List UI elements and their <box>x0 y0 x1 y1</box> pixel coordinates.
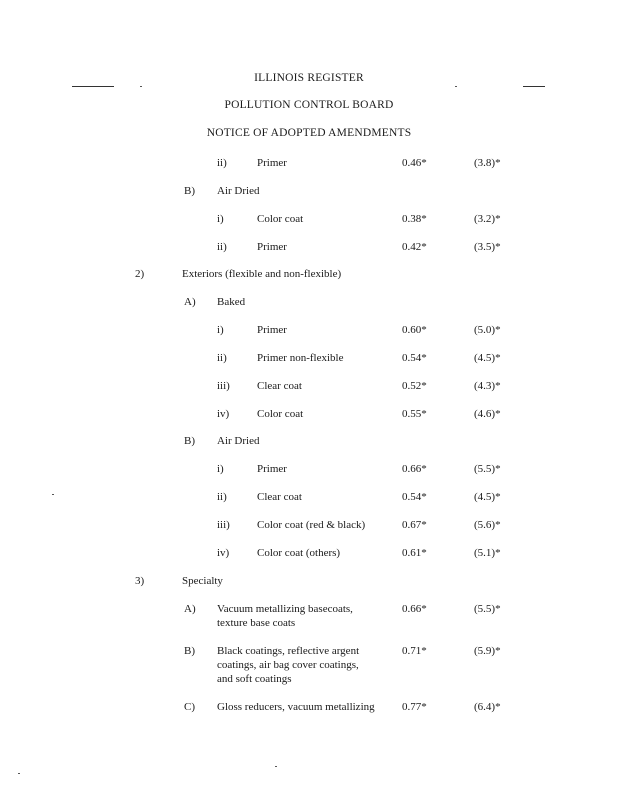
item-roman: i) <box>217 324 224 336</box>
item-label: Air Dried <box>217 435 260 447</box>
item-limit-lb: (4.3)* <box>474 380 501 392</box>
item-letter: B) <box>184 435 195 447</box>
item-roman: ii) <box>217 491 227 503</box>
header-rule-right <box>523 86 545 87</box>
scan-speck <box>18 773 20 774</box>
item-limit-kg: 0.52* <box>402 380 427 392</box>
item-roman: iii) <box>217 380 230 392</box>
item-limit-kg: 0.38* <box>402 213 427 225</box>
item-label: Color coat (others) <box>257 547 341 559</box>
scan-speck <box>52 494 54 495</box>
item-limit-kg: 0.54* <box>402 352 427 364</box>
scan-speck <box>275 766 277 767</box>
board-title: POLLUTION CONTROL BOARD <box>224 99 394 111</box>
item-limit-kg: 0.71* <box>402 645 427 657</box>
item-roman: iv) <box>217 408 230 420</box>
item-label: Clear coat <box>257 491 302 503</box>
item-limit-lb: (5.1)* <box>474 547 501 559</box>
scan-speck <box>140 86 142 87</box>
item-letter: B) <box>184 645 195 657</box>
item-label: Primer <box>257 157 287 169</box>
item-roman: iv) <box>217 547 230 559</box>
item-label: Exteriors (flexible and non-flexible) <box>182 268 342 280</box>
item-limit-kg: 0.66* <box>402 603 427 615</box>
item-limit-lb: (3.2)* <box>474 213 501 225</box>
scan-speck <box>455 86 457 87</box>
item-label: Color coat <box>257 408 304 420</box>
item-limit-lb: (4.5)* <box>474 491 501 503</box>
item-limit-lb: (3.8)* <box>474 157 501 169</box>
item-label: Primer <box>257 324 287 336</box>
item-label: Primer <box>257 241 287 253</box>
item-label: Baked <box>217 296 246 308</box>
header-rule-left <box>72 86 114 87</box>
item-roman: ii) <box>217 157 227 169</box>
item-limit-lb: (6.4)* <box>474 701 501 713</box>
item-label: Clear coat <box>257 380 302 392</box>
item-letter: C) <box>184 701 195 713</box>
item-limit-kg: 0.67* <box>402 519 427 531</box>
item-limit-lb: (5.9)* <box>474 645 501 657</box>
item-label: Vacuum metallizing basecoats, texture base coats <box>217 603 353 629</box>
item-limit-lb: (5.5)* <box>474 603 501 615</box>
item-label: Gloss reducers, vacuum metallizing <box>217 701 375 713</box>
item-limit-kg: 0.60* <box>402 324 427 336</box>
item-label: Air Dried <box>217 185 260 197</box>
item-limit-lb: (4.5)* <box>474 352 501 364</box>
item-number: 2) <box>135 268 145 280</box>
item-limit-kg: 0.55* <box>402 408 427 420</box>
item-limit-lb: (5.6)* <box>474 519 501 531</box>
item-number: 3) <box>135 575 145 587</box>
item-roman: ii) <box>217 352 227 364</box>
item-label: Color coat <box>257 213 304 225</box>
item-limit-kg: 0.42* <box>402 241 427 253</box>
item-limit-lb: (4.6)* <box>474 408 501 420</box>
item-label: Primer <box>257 463 287 475</box>
item-letter: A) <box>184 296 196 308</box>
item-limit-kg: 0.54* <box>402 491 427 503</box>
item-roman: i) <box>217 213 224 225</box>
item-letter: B) <box>184 185 195 197</box>
item-roman: i) <box>217 463 224 475</box>
register-title: ILLINOIS REGISTER <box>254 72 364 84</box>
item-roman: ii) <box>217 241 227 253</box>
item-limit-lb: (5.5)* <box>474 463 501 475</box>
item-limit-lb: (3.5)* <box>474 241 501 253</box>
notice-title: NOTICE OF ADOPTED AMENDMENTS <box>206 127 412 139</box>
item-label: Black coatings, reflective argent coatings, air bag cover coatings, and soft coatings <box>217 645 360 685</box>
item-limit-kg: 0.61* <box>402 547 427 559</box>
item-limit-kg: 0.77* <box>402 701 427 713</box>
item-limit-kg: 0.66* <box>402 463 427 475</box>
item-limit-kg: 0.46* <box>402 157 427 169</box>
item-label: Specialty <box>182 575 223 587</box>
item-roman: iii) <box>217 519 230 531</box>
item-label: Primer non-flexible <box>257 352 344 364</box>
item-limit-lb: (5.0)* <box>474 324 501 336</box>
item-label: Color coat (red & black) <box>257 519 366 531</box>
item-letter: A) <box>184 603 196 615</box>
